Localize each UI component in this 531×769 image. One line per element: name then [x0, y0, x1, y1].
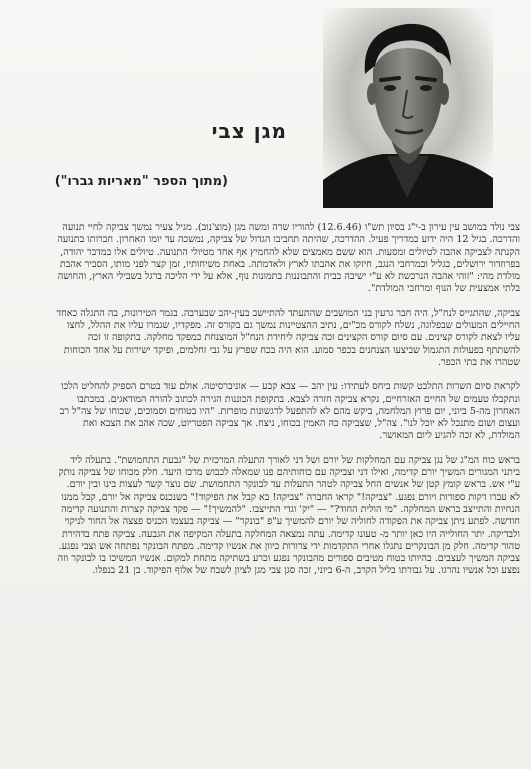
biography-text — [54, 222, 520, 590]
paragraph-war: לקראת סיום השרות התלבט קשות ביחס לעתידו: עין יהב — צבא קבע — אוניברסיטה. אולם עוד בטרם הספיק להחליט הלכו ונתקבלו טעמים של החיים האזרחיים, נקרא צביקה חזרה לצבא. בתקופת הכוננות הגירה לכתוב להורה המודאגים. במכתבו האחרון מה-5 ביוני, יום פרוץ המלחמה, ביקש מהם לא להתפעל לרגשונות מופרזת. "היו בטוחים וסמוכים, שכוחו של צה"ל רב ועצום ושום מתנכל לא יוכל לנו". צה"ל, שצביקה כה האמין בכוחו, ניצח. אך צביקה הפטריוט, שכה אהב את הצבא ואת המולדת, לא זכה להגיע ליום המאושר. — [59, 381, 520, 442]
portrait-photo — [323, 8, 493, 208]
person-name: מגן צבי — [211, 119, 287, 143]
paragraph-childhood: צבי נולד במושב עין עירון ב-י"ג בסיון תש"ו (12.6.46) להוריו שרה ומשה מגן (מוצ'נוב). מגיל צעיר נמשך צביקה לחיי תנועה והדרכה. בגיל 12 היה ידוע כמדריך פעיל. ההדרכה, שהיתה תחביבו הגדול של צביקה, נמשכה עד יומו האחרון. חברותו בתנועה הקנתה לצביקה אהבה לטיולים ומסעות. הוא ששם מאמצים שלא להחמיץ אף אחד מטיולי התנועה. טיולים אלו במדבר יהודה, בפרוזדור ירושלים, בגליל ובמרחבי הנגב, חיזקו את אהבתו לארץ ולאדמתה. באחת משיחותיו, זמן קצר לפני מותו, הסביר אהבת מולדת מהי: "זוהי אהבה הנרכשת לא ע"י ישיבה בבית והתבוננות בתמונות נוף, אלא על ידי הליכה ברגל בשבילי הארץ, והחושה בלתי אמצעית של הנוף ומרחבי המולדת". — [57, 222, 520, 295]
source-caption: (מתוך הספר "מאריות גברו") — [54, 174, 228, 189]
paragraph-service: צביקה, שהתגייס לנח"ל, היה חבר גרעין בני המושבים שהתעתד להתיישב בעין-יהב שבערבה. בגמר הטירונות, בה התגלה כאחד החיילים המעולים שבפלוגה, נשלח לקורס מכ"ים, נתיב ההצטיינות נמשך גם בקורס זה. מפקדיו, שגמרו עליו את ההלל, לחצו עליו לצאת לקורס קצינים. עם סיום קורס הקצינים זכה צביקה ליחידת הנח"ל המוצנחת כמפקד מחלקה. בתקופה זו זכה להשתתף בפעולות התגמול שביצעו הצנחנים בכפר סמוע. הוא היה בכח שפרץ על גבי זחלמים, ופיקד ישירות על אחד הכוחות שטהרו את בתי הכפר. — [56, 307, 520, 368]
paragraph-battle: בראש כוח המ"ג של נגן צביקה עם המחלקות של יורם ושל דני לאורך התעלה המרכזית של "גבעת התחמושת". בתעלה ליד ביתני המגורים המשיך יורם קדימה, ואילו דני וצביקה עם כוחותיהם פנו שמאלה לכבוש מרכז היעד. חלק מכוחו של צביקה נותק ע"י אש. בראש קומץ קטן של אנשים החל צביקה לטהר התעלות עד לבונקר התחמושת. שם נוצר קשר לעצות בינו ובין יורם. לא עברו דקות ספורות ויורם נפגע. "צביקה!" קראו החברה "צביקה! בא קבל את הפיקוד!" כשנכנס צביקה אל יורם, קבל ממנו הנחיות והתייצב בראש המחלקה. "מי הולית החוד?" — "יק' וגדי התייצבו. "להמשיך!" — פקד צביקה קצרות והתנועה קדימה חודשה. לפתע ניתן צביקה את הפקודה לחוליה של יורם להמשיך ע"פ "בונקר" — צביקה בעצמו הכניס פצצה אל החור לניקוי ולבדיקה. יתר החולייה היו כאן יותר מ- טעונו קדימה. עתה נמצאה המחלקה בתעלה המקיפה את הגבעה. צביקה פתח בדהירת טהור קדימה. חלק מן הבונקרים נתגלו אחרי התקדמות ידי צרורות כיוון את אנשיו קדימה. מפתח הבונקר נפתחה אש וצבי נפגע. צביקה המשיך לעצבים. בהיותו בטוח מטיבים ספורים מהבונקר נפגע וכרע בשתיקה מתחת למקום. אנשיו המשיכו בו לבונקר וזה נפצע וכל אנשיו נהרגו. על גבורתו בליל הקרב, ה-6 ביוני, זכה סגן צבי מגן לציון לשבח של אלוף הפיקוד. בן 21 בנפלו. — [57, 454, 520, 577]
